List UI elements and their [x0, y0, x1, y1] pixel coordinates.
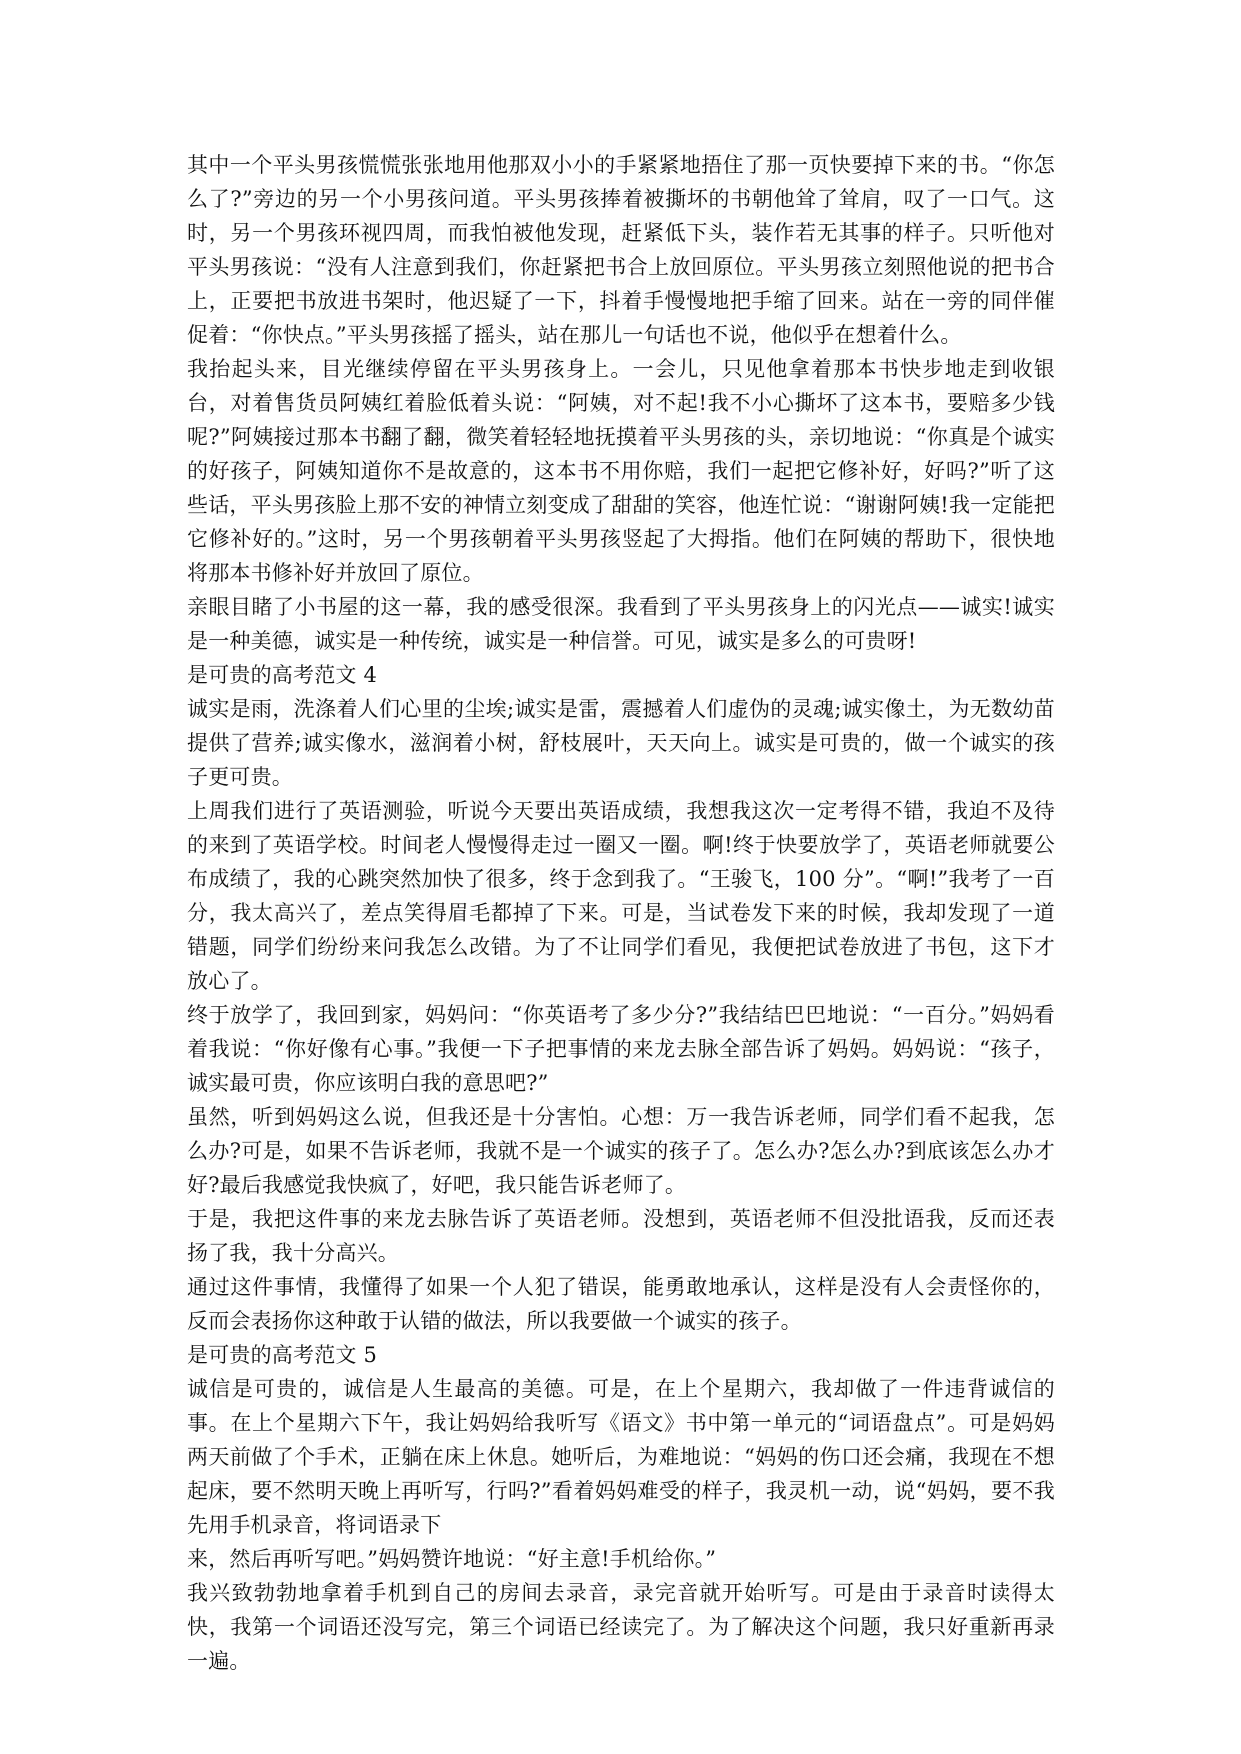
section-heading: 是可贵的高考范文 5 [187, 1343, 378, 1367]
paragraph: 虽然，听到妈妈这么说，但我还是十分害怕。心想：万一我告诉老师，同学们看不起我，怎么办?可是，如果不告诉老师，我就不是一个诚实的孩子了。怎么办?怎么办?到底该怎么办才好?最后我感觉我快疯了，好吧，我只能告诉老师了。 [187, 1105, 1055, 1197]
paragraph: 终于放学了，我回到家，妈妈问：“你英语考了多少分?”我结结巴巴地说：“一百分。”妈妈看着我说：“你好像有心事。”我便一下子把事情的来龙去脉全部告诉了妈妈。妈妈说：“孩子，诚实最可贵，你应该明白我的意思吧?” [187, 1003, 1055, 1095]
paragraph: 通过这件事情，我懂得了如果一个人犯了错误，能勇敢地承认，这样是没有人会责怪你的，反而会表扬你这种敢于认错的做法，所以我要做一个诚实的孩子。 [187, 1275, 1055, 1333]
paragraph: 来，然后再听写吧。”妈妈赞许地说：“好主意!手机给你。” [187, 1547, 717, 1571]
paragraph: 其中一个平头男孩慌慌张张地用他那双小小的手紧紧地捂住了那一页快要掉下来的书。“你怎么了?”旁边的另一个小男孩问道。平头男孩捧着被撕坏的书朝他耸了耸肩，叹了一口气。这时，另一个男孩环视四周，而我怕被他发现，赶紧低下头，装作若无其事的样子。只听他对平头男孩说：“没有人注意到我们，你赶紧把书合上放回原位。平头男孩立刻照他说的把书合上，正要把书放进书架时，他迟疑了一下，抖着手慢慢地把手缩了回来。站在一旁的同伴催促着：“你快点。”平头男孩摇了摇头，站在那儿一句话也不说，他似乎在想着什么。 [187, 153, 1055, 347]
paragraph: 诚信是可贵的，诚信是人生最高的美德。可是，在上个星期六，我却做了一件违背诚信的事。在上个星期六下午，我让妈妈给我听写《语文》书中第一单元的“词语盘点”。可是妈妈两天前做了个手术，正躺在床上休息。她听后，为难地说：“妈妈的伤口还会痛，我现在不想起床，要不然明天晚上再听写，行吗?”看着妈妈难受的样子，我灵机一动，说“妈妈，要不我先用手机录音，将词语录下 [187, 1377, 1055, 1537]
paragraph: 于是，我把这件事的来龙去脉告诉了英语老师。没想到，英语老师不但没批语我，反而还表扬了我，我十分高兴。 [187, 1207, 1055, 1265]
section-heading: 是可贵的高考范文 4 [187, 663, 378, 687]
paragraph: 我兴致勃勃地拿着手机到自己的房间去录音，录完音就开始听写。可是由于录音时读得太快，我第一个词语还没写完，第三个词语已经读完了。为了解决这个问题，我只好重新再录一遍。 [187, 1581, 1055, 1673]
paragraph: 我抬起头来，目光继续停留在平头男孩身上。一会儿，只见他拿着那本书快步地走到收银台，对着售货员阿姨红着脸低着头说：“阿姨，对不起!我不小心撕坏了这本书，要赔多少钱呢?”阿姨接过那本书翻了翻，微笑着轻轻地抚摸着平头男孩的头，亲切地说：“你真是个诚实的好孩子，阿姨知道你不是故意的，这本书不用你赔，我们一起把它修补好，好吗?”听了这些话，平头男孩脸上那不安的神情立刻变成了甜甜的笑容，他连忙说：“谢谢阿姨!我一定能把它修补好的。”这时，另一个男孩朝着平头男孩竖起了大拇指。他们在阿姨的帮助下，很快地将那本书修补好并放回了原位。 [187, 357, 1055, 585]
paragraph: 亲眼目睹了小书屋的这一幕，我的感受很深。我看到了平头男孩身上的闪光点——诚实!诚实是一种美德，诚实是一种传统，诚实是一种信誉。可见，诚实是多么的可贵呀! [187, 595, 1055, 653]
paragraph: 上周我们进行了英语测验，听说今天要出英语成绩，我想我这次一定考得不错，我迫不及待的来到了英语学校。时间老人慢慢得走过一圈又一圈。啊!终于快要放学了，英语老师就要公布成绩了，我的心跳突然加快了很多，终于念到我了。“王骏飞，100 分”。“啊!”我考了一百分，我太高兴了，差点笑得眉毛都掉了下来。可是，当试卷发下来的时候，我却发现了一道错题，同学们纷纷来问我怎么改错。为了不让同学们看见，我便把试卷放进了书包，这下才放心了。 [187, 799, 1055, 993]
paragraph: 诚实是雨，洗涤着人们心里的尘埃;诚实是雷，震撼着人们虚伪的灵魂;诚实像土，为无数幼苗提供了营养;诚实像水，滋润着小树，舒枝展叶，天天向上。诚实是可贵的，做一个诚实的孩子更可贵。 [187, 697, 1055, 789]
document-page [187, 148, 1055, 1678]
